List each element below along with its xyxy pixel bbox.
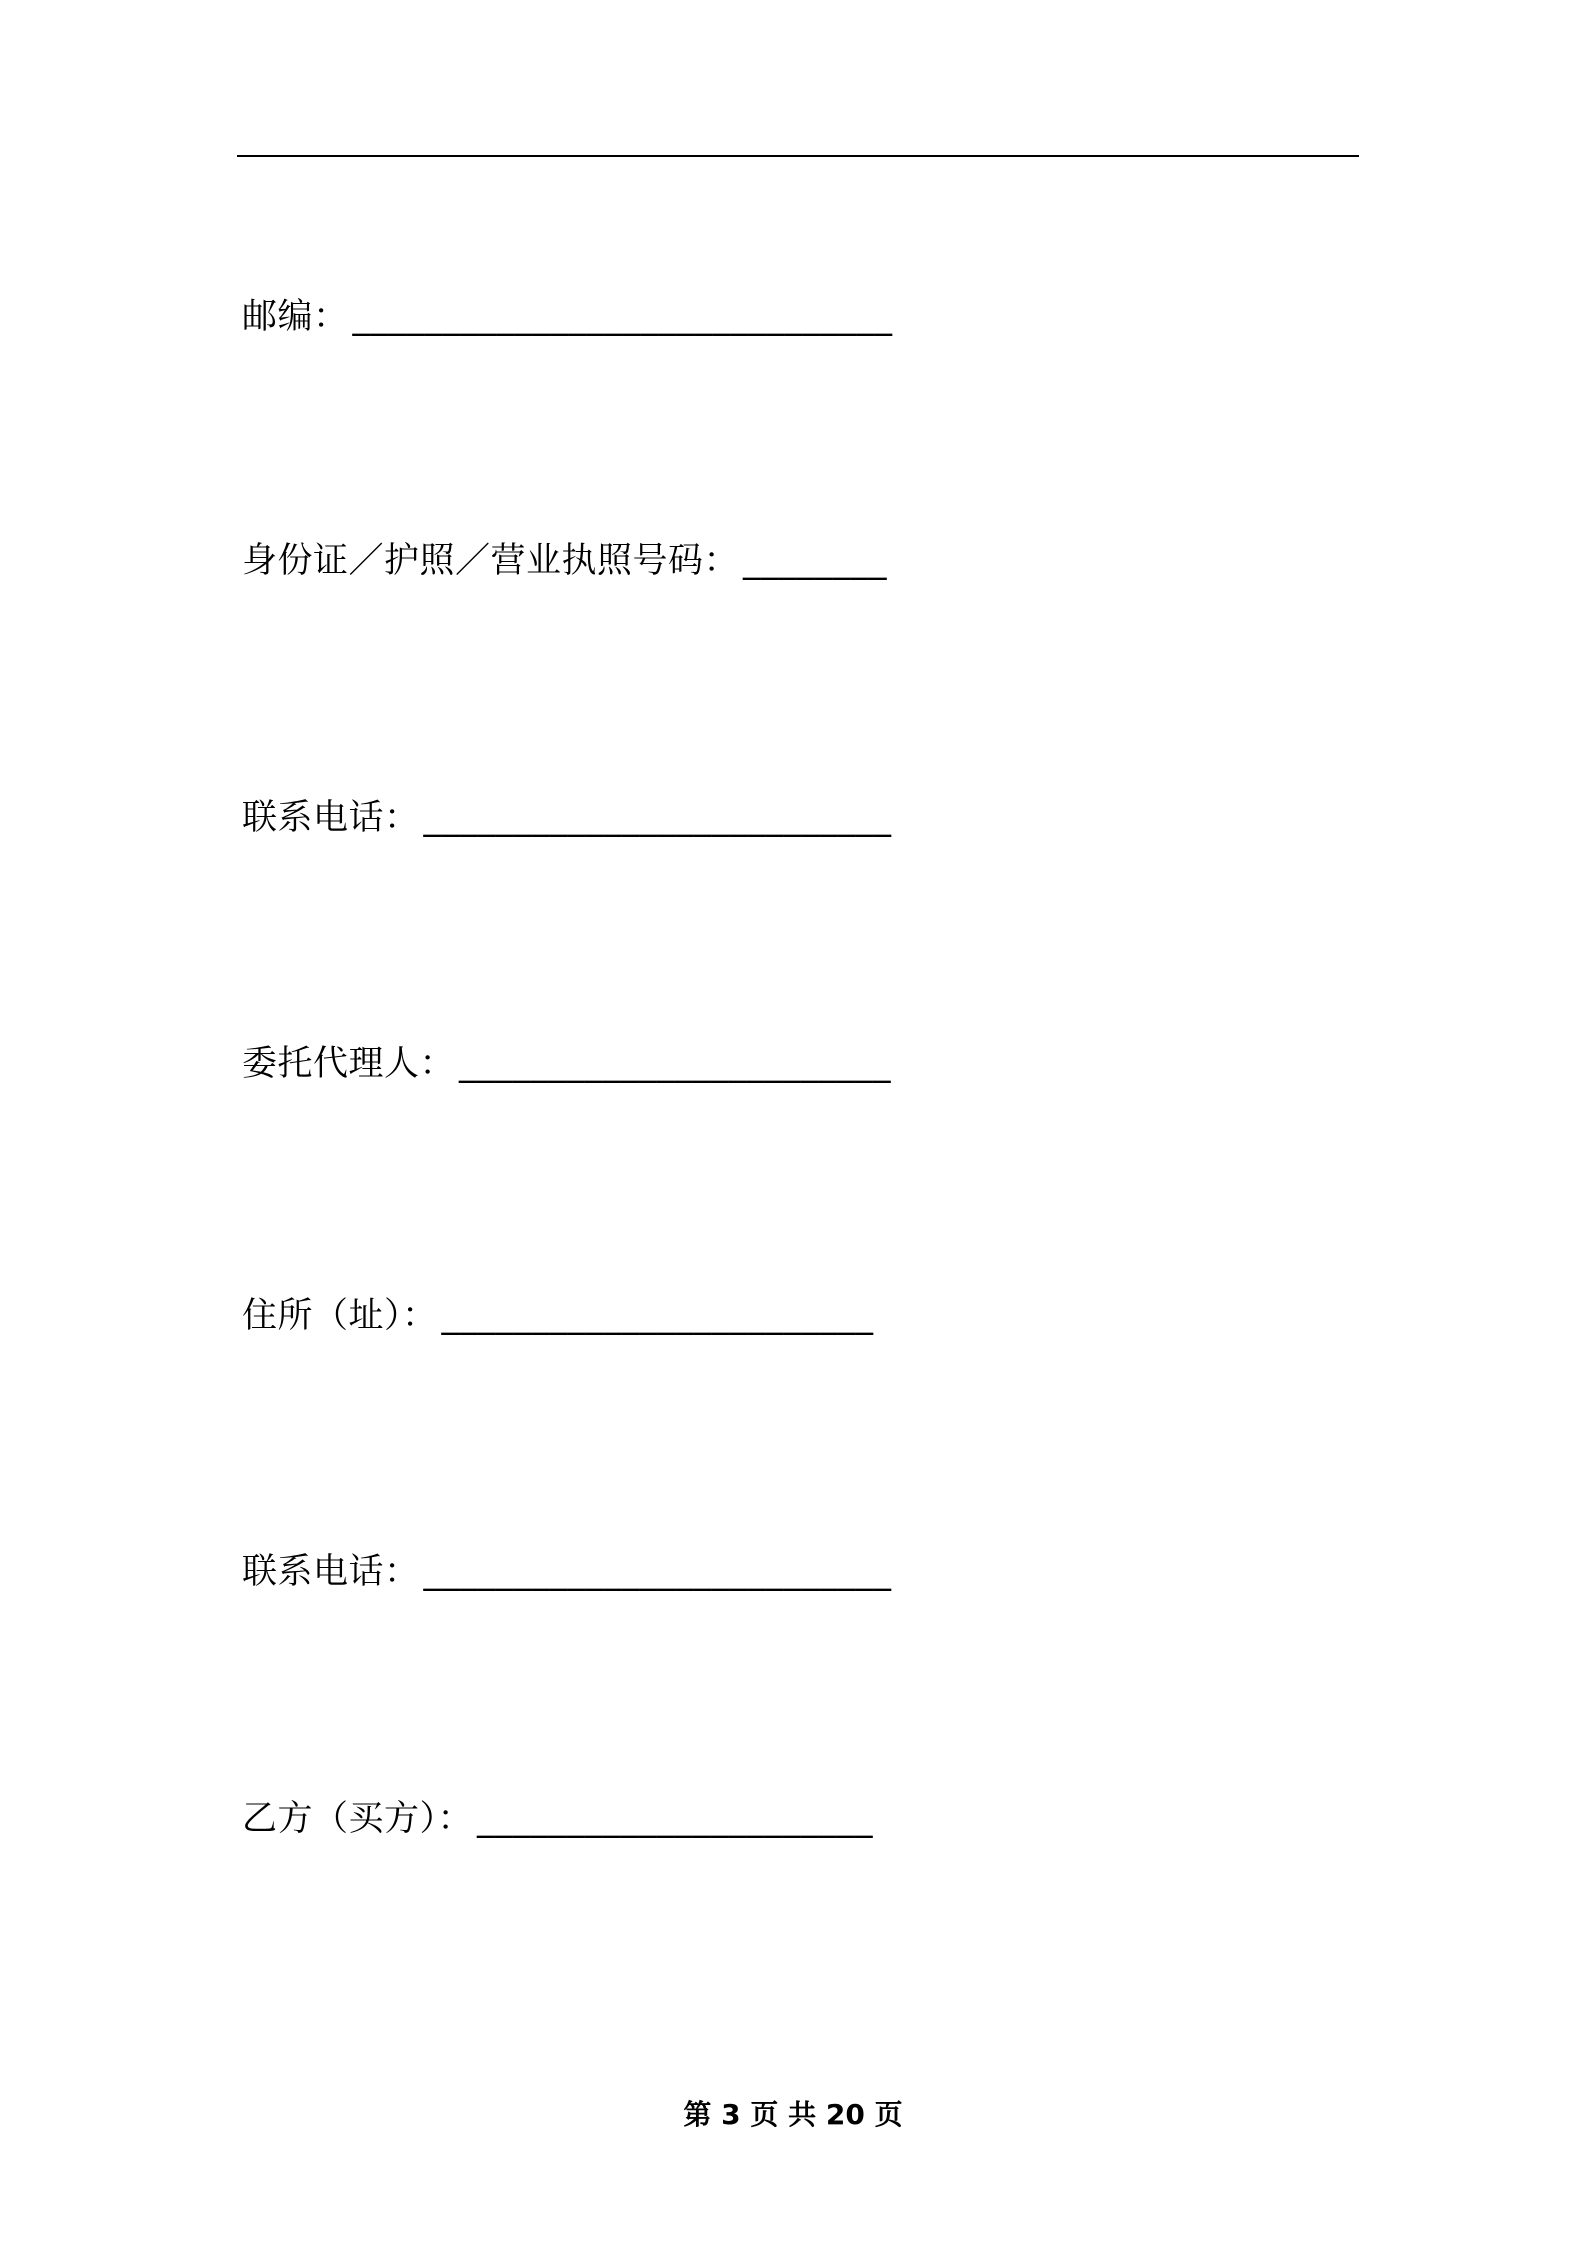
postcode-blank[interactable]: ______________________________: [352, 297, 893, 337]
id-number-field: [242, 537, 887, 585]
phone-label-2: 联系电话：: [242, 1552, 420, 1592]
phone-field-2: [242, 1548, 892, 1596]
agent-blank[interactable]: ________________________: [459, 1044, 892, 1084]
phone-blank-1[interactable]: __________________________: [423, 798, 892, 838]
id-number-blank[interactable]: ________: [743, 541, 888, 581]
party-b-label: 乙方（买方）：: [242, 1799, 474, 1839]
id-number-label: 身份证／护照／营业执照号码：: [242, 541, 740, 581]
phone-blank-2[interactable]: __________________________: [423, 1552, 892, 1592]
address-field: [242, 1292, 874, 1340]
address-label: 住所（址）：: [242, 1296, 438, 1336]
phone-label-1: 联系电话：: [242, 798, 420, 838]
agent-field: [242, 1040, 891, 1088]
header-rule: [237, 155, 1359, 157]
phone-field-1: [242, 794, 892, 842]
postcode-field: [242, 293, 893, 341]
party-b-field: [242, 1795, 873, 1843]
party-b-blank[interactable]: ______________________: [477, 1799, 874, 1839]
page-number: 第 3 页 共 20 页: [683, 2098, 903, 2131]
page-footer: [0, 2095, 1586, 2135]
postcode-label: 邮编：: [242, 297, 349, 337]
address-blank[interactable]: ________________________: [441, 1296, 874, 1336]
agent-label: 委托代理人：: [242, 1044, 456, 1084]
